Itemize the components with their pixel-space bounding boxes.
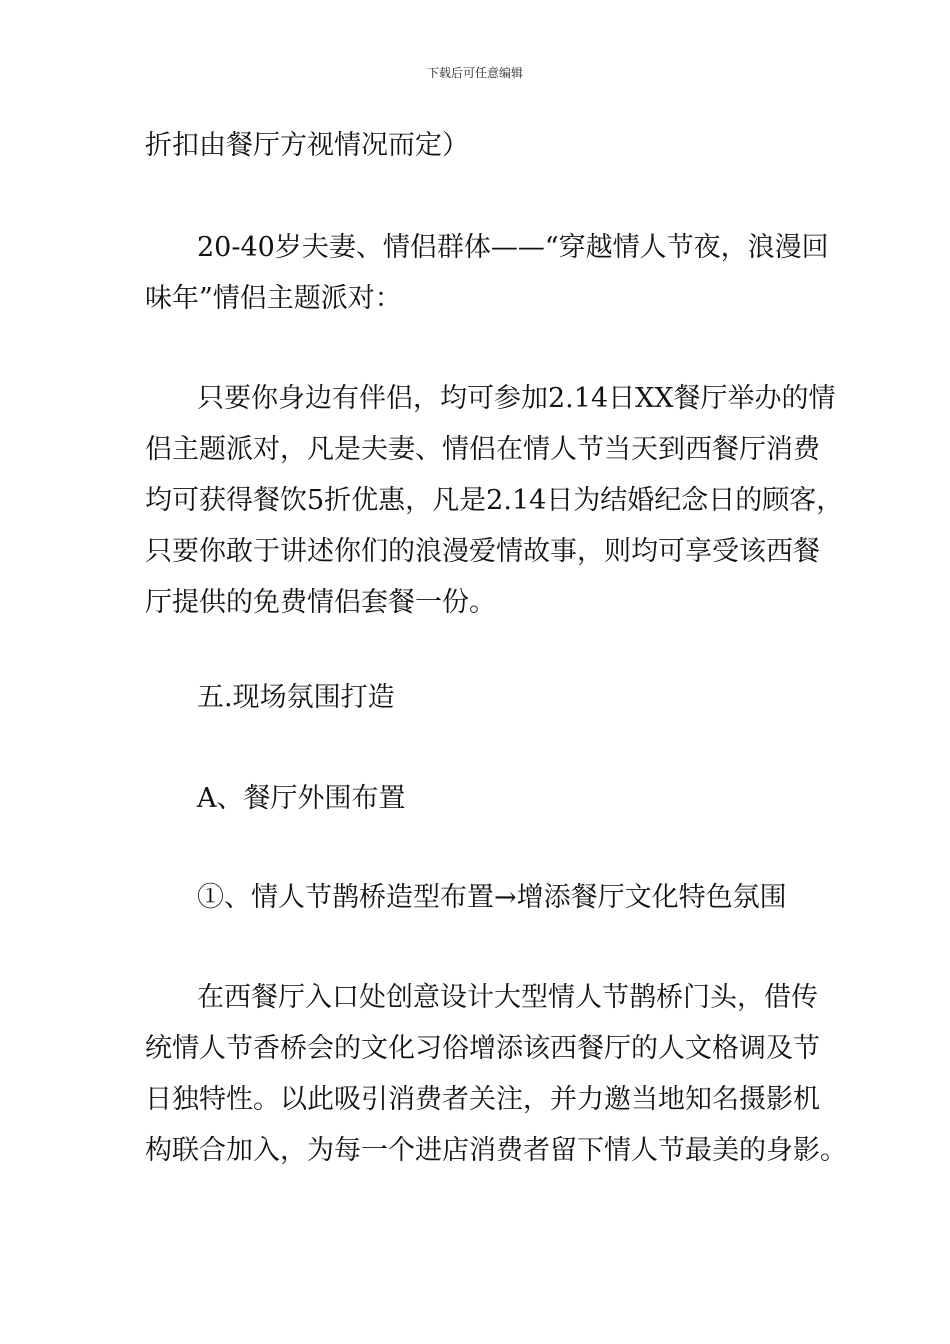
paragraph-line: 只要你敢于讲述你们的浪漫爱情故事，则均可享受该西餐 [145, 536, 820, 567]
paragraph-line: 20-40岁夫妻、情侣群体——“穿越情人节夜，浪漫回 [197, 232, 829, 263]
paragraph-line: 构联合加入，为每一个进店消费者留下情人节最美的身影。 [145, 1135, 847, 1166]
section-heading: 五.现场氛围打造 [197, 682, 395, 713]
paragraph-line: 均可获得餐饮5折优惠，凡是2.14日为结婚纪念日的顾客， [145, 485, 844, 516]
paragraph-line: 折扣由餐厅方视情况而定） [145, 130, 469, 161]
paragraph-line: 只要你身边有伴侣，均可参加2.14日XX餐厅举办的情 [197, 383, 836, 414]
item-heading: ①、情人节鹊桥造型布置→增添餐厅文化特色氛围 [197, 882, 787, 913]
paragraph-line: 日独特性。以此吸引消费者关注，并力邀当地知名摄影机 [145, 1084, 820, 1115]
page-header-note: 下载后可任意编辑 [426, 66, 523, 80]
paragraph-line: 侣主题派对，凡是夫妻、情侣在情人节当天到西餐厅消费 [145, 434, 820, 465]
subsection-heading: A、餐厅外围布置 [197, 783, 406, 814]
paragraph-line: 统情人节香桥会的文化习俗增添该西餐厅的人文格调及节 [145, 1033, 820, 1064]
paragraph-line: 在西餐厅入口处创意设计大型情人节鹊桥门头，借传 [197, 982, 818, 1013]
paragraph-line: 味年”情侣主题派对： [145, 283, 402, 314]
paragraph-line: 厅提供的免费情侣套餐一份。 [145, 587, 496, 618]
